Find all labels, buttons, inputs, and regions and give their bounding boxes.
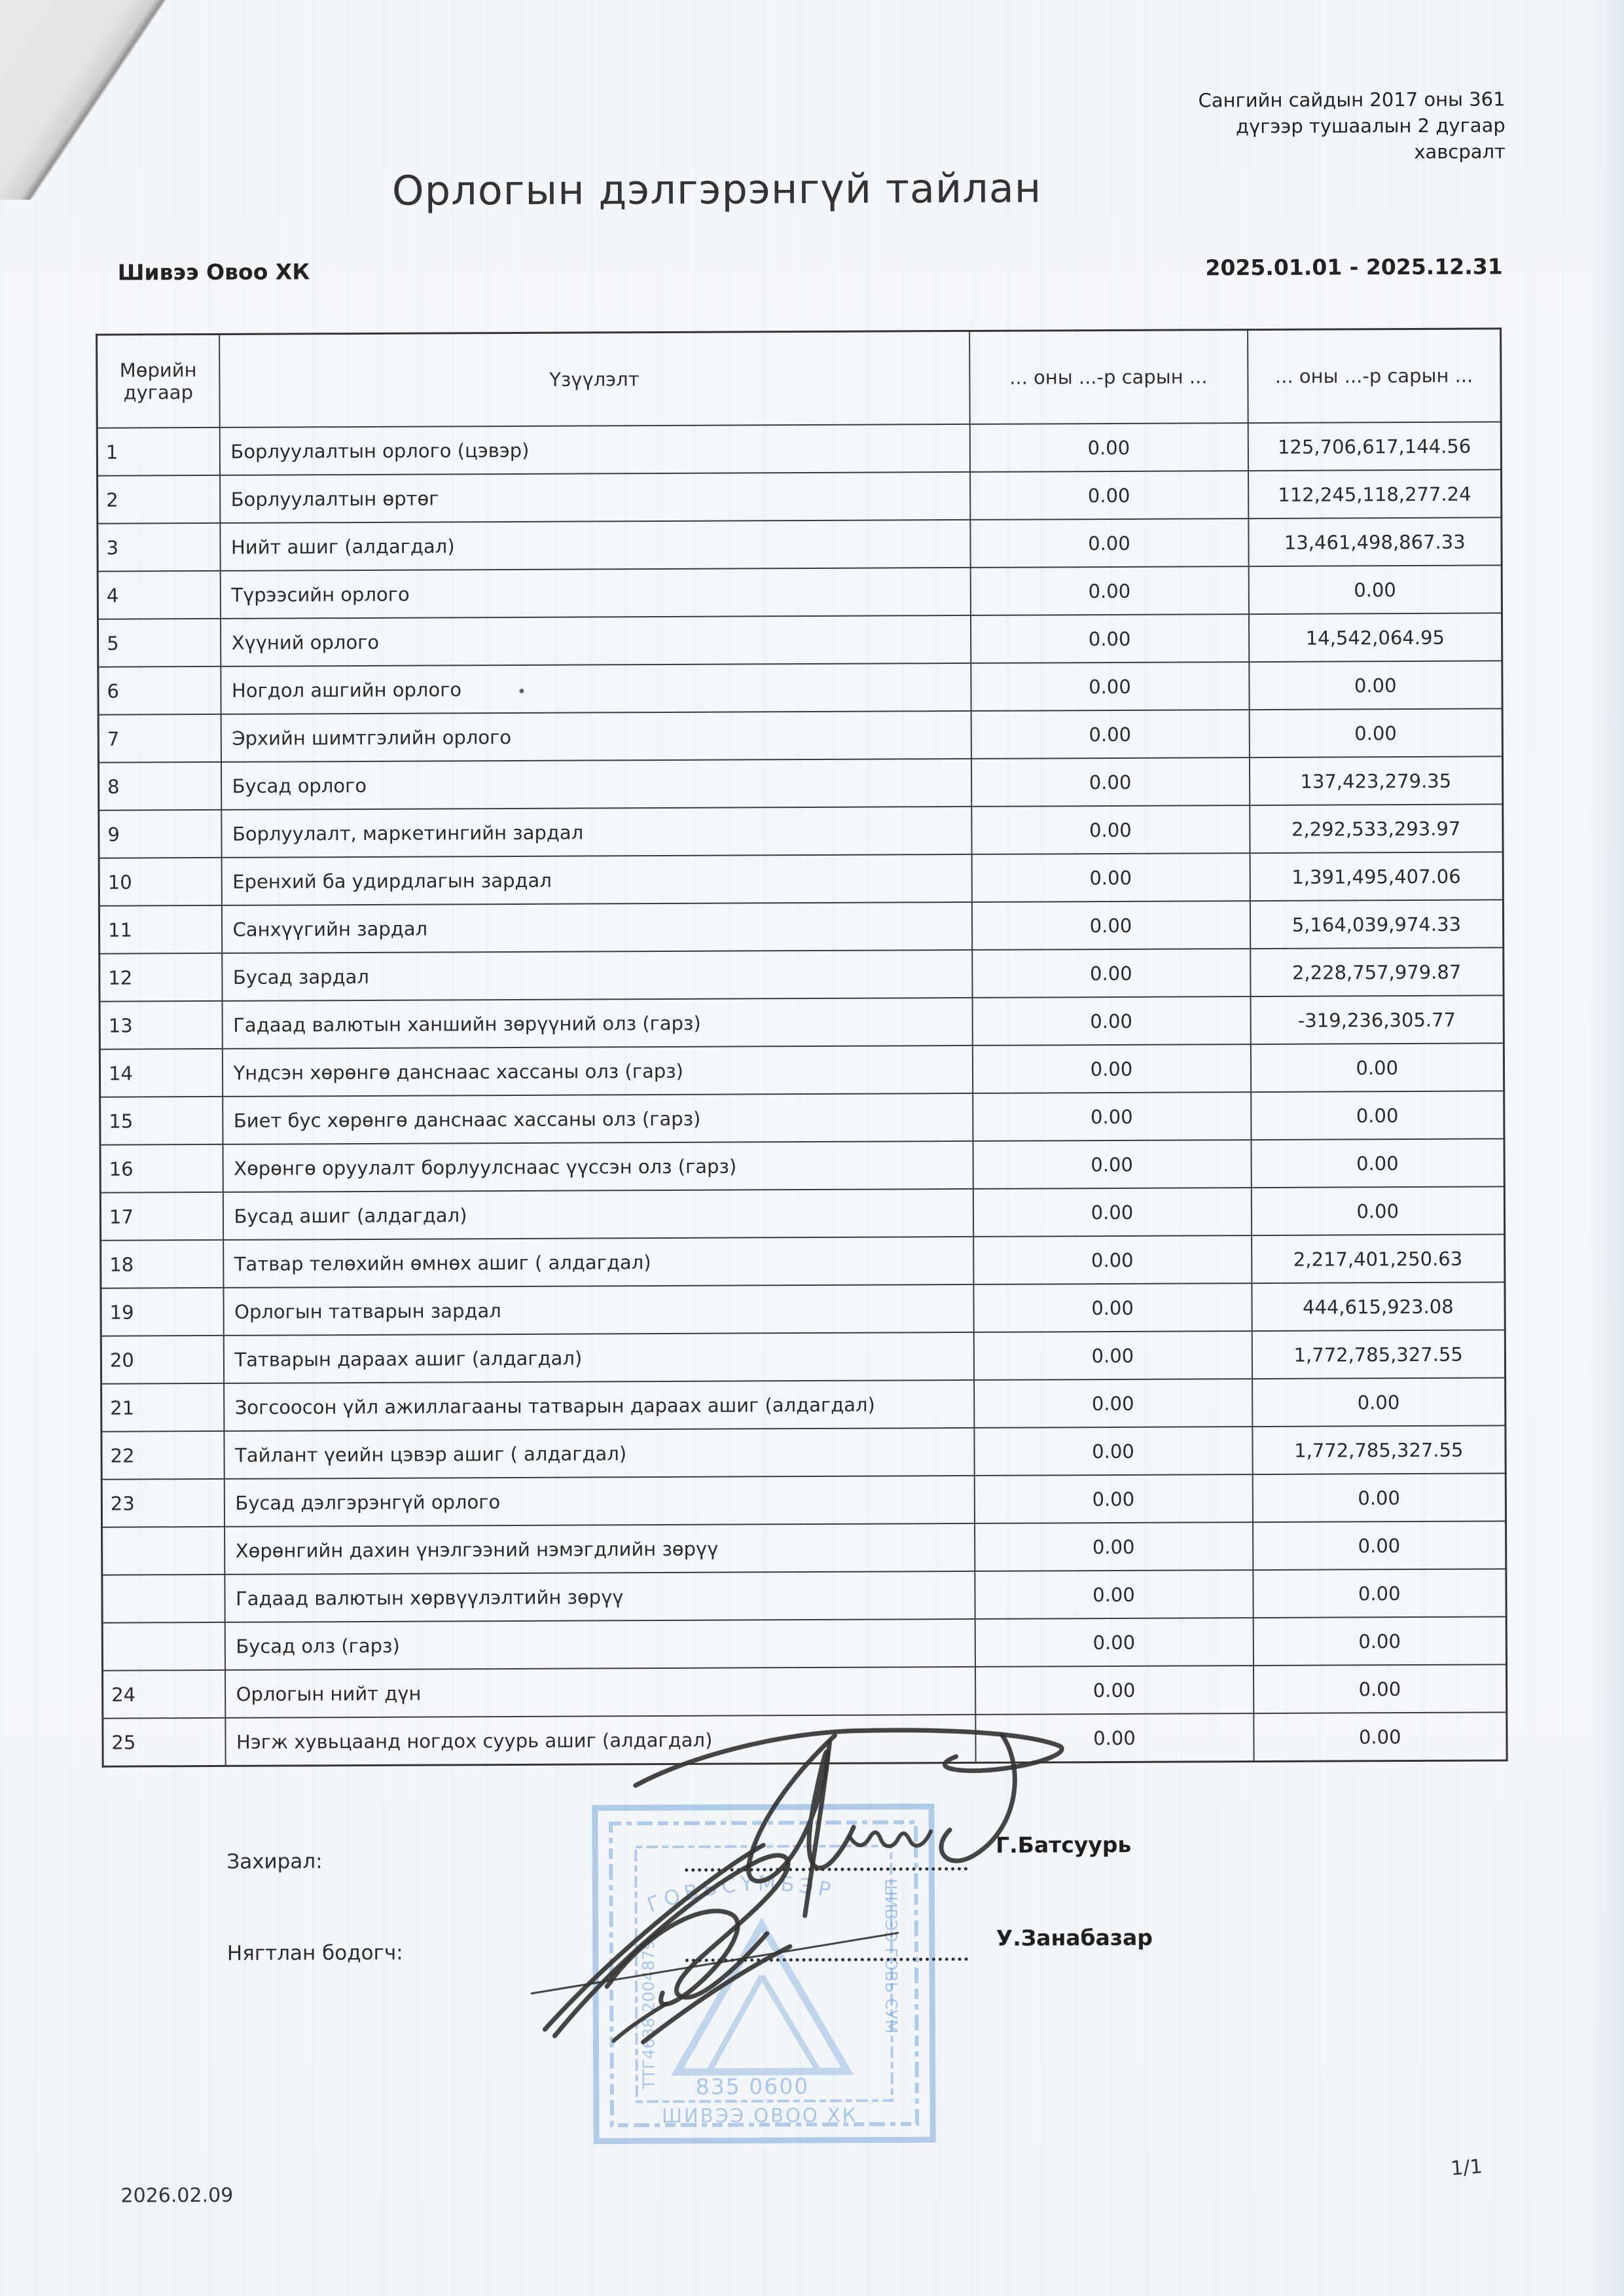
signature-stroke [941,1735,1015,1861]
row-number-cell: 19 [101,1288,223,1336]
row-number-cell: 9 [99,810,221,858]
signature-stroke [554,1855,789,2036]
row-number-cell [102,1622,225,1671]
annotation-line: дүгээр тушаалын 2 дугаар [1235,114,1506,138]
table-row [98,469,1502,523]
row-period1-value-cell: 0.00 [971,853,1250,902]
row-period1-value-cell: 0.00 [975,1713,1254,1762]
table-row [101,1234,1505,1288]
row-indicator-cell: Бусад олз (гарз) [225,1619,975,1670]
row-number-cell: 17 [100,1192,223,1241]
table-row [98,613,1502,666]
table-row [99,852,1503,905]
table-row [101,1473,1506,1527]
row-period2-value-cell: 1,772,785,327.55 [1252,1330,1505,1379]
table-body [97,422,1507,1766]
row-period1-value-cell: 0.00 [971,662,1249,711]
row-number-cell: 10 [99,858,221,906]
table-row [98,517,1502,571]
row-period2-value-cell: 0.00 [1250,1043,1504,1092]
row-period2-value-cell: 1,391,495,407.06 [1250,852,1503,901]
row-period2-value-cell: 14,542,064.95 [1248,613,1502,662]
stamp-left-text: ТТГ4638 2004879 [638,1939,659,2090]
row-indicator-cell: Нийт ашиг (алдагдал) [220,520,970,571]
row-period2-value-cell: 0.00 [1253,1521,1506,1570]
regulation-annotation [1047,86,1506,166]
annotation-line: Сангийн сайдын 2017 оны 361 [1198,88,1506,112]
page-title: Орлогын дэлгэрэнгүй тайлан [391,164,1042,215]
row-number-cell: 22 [101,1431,224,1480]
row-period2-value-cell: 13,461,498,867.33 [1248,517,1502,566]
row-number-cell: 12 [99,953,222,1002]
page-number: 1/1 [1450,2155,1483,2181]
table-row [100,1091,1504,1144]
row-period2-value-cell: 137,423,279.35 [1249,756,1502,805]
col-header-period-1: ... оны ...-р сарын ... [969,330,1248,424]
row-period1-value-cell: 0.00 [975,1666,1253,1715]
income-statement-table [96,327,1508,1767]
row-period1-value-cell: 0.00 [974,1474,1252,1523]
row-number-cell: 15 [100,1097,223,1145]
row-indicator-cell: Татвар телөхийн өмнөх ашиг ( алдагдал) [223,1237,973,1288]
row-indicator-cell: Гадаад валютын ханшийн зөрүүний олз (гарз) [222,998,972,1049]
scan-speck [519,689,524,693]
row-period1-value-cell: 0.00 [970,519,1248,568]
row-period2-value-cell: 2,217,401,250.63 [1252,1234,1505,1283]
row-period1-value-cell: 0.00 [975,1618,1253,1667]
row-period2-value-cell: 0.00 [1252,1377,1506,1427]
accountant-name: У.Занабазар [996,1924,1153,1951]
director-name: Г.Батсуурь [996,1831,1132,1858]
col-header-indicator: Үзүүлэлт [219,331,970,427]
row-indicator-cell: Түрээсийн орлого [220,568,970,619]
row-period2-value-cell: 0.00 [1254,1712,1507,1761]
table-row [99,1043,1504,1097]
row-indicator-cell: Борлуулалтын орлого (цэвэр) [219,424,969,475]
row-period1-value-cell: 0.00 [972,949,1250,998]
row-period1-value-cell: 0.00 [971,805,1250,854]
row-indicator-cell: Санхүүгийн зардал [221,902,971,953]
row-indicator-cell: Еренхий ба удирдлагын зардал [221,854,971,905]
table-row [98,708,1502,762]
table-row [99,900,1503,953]
row-number-cell: 2 [98,475,220,524]
signature-stroke [643,1946,791,2042]
row-period1-value-cell: 0.00 [970,566,1248,615]
table-row [101,1282,1505,1336]
table-row [101,1330,1505,1383]
row-number-cell: 20 [101,1336,223,1384]
table-row [99,804,1503,858]
row-indicator-cell: Биет бус хөрөнгө данснаас хассаны олз (гарз) [223,1093,973,1144]
row-number-cell: 3 [98,523,220,572]
row-period2-value-cell: 125,706,617,144.56 [1248,422,1501,471]
row-number-cell: 14 [99,1049,222,1097]
table-row [101,1377,1506,1431]
row-number-cell: 23 [101,1479,224,1527]
signature-stroke [613,2004,666,2041]
stamp-top-text: ГОВЬСҮМБЭР [644,1872,837,1918]
row-period2-value-cell: 0.00 [1251,1186,1504,1235]
row-period1-value-cell: 0.00 [973,1140,1251,1189]
row-number-cell: 5 [98,619,220,667]
row-period2-value-cell: 2,228,757,979.87 [1250,947,1504,996]
row-period2-value-cell: -319,236,305.77 [1250,995,1504,1044]
stamp-right-text: ШИВЭЭ ГОВЬ СУМ [881,1878,901,2034]
row-number-cell: 18 [101,1240,223,1288]
row-number-cell: 21 [101,1383,224,1432]
row-number-cell: 1 [97,428,219,476]
row-period2-value-cell: 0.00 [1251,1139,1504,1188]
stamp-bottom-text: ШИВЭЭ ОВОО ХК [661,2104,858,2128]
row-period1-value-cell: 0.00 [974,1427,1252,1476]
table-row [102,1569,1506,1622]
row-period1-value-cell: 0.00 [972,1044,1250,1093]
row-period2-value-cell: 0.00 [1253,1664,1506,1713]
row-indicator-cell: Бусад дэлгэрэнгүй орлого [224,1476,974,1527]
table-header-row [97,329,1502,428]
row-number-cell: 4 [98,571,220,619]
row-indicator-cell: Орлогын нийт дүн [225,1667,975,1718]
row-number-cell: 11 [99,905,221,954]
row-number-cell: 24 [103,1670,225,1719]
row-period2-value-cell: 0.00 [1251,1091,1504,1140]
row-number-cell: 6 [98,666,221,715]
row-period2-value-cell: 112,245,118,277.24 [1248,469,1502,519]
accountant-label: Нягтлан бодогч: [226,1941,403,1965]
row-period2-value-cell: 0.00 [1249,708,1502,757]
table-row [100,1186,1504,1240]
col-header-row-number: Мөрийн дугаар [97,334,220,428]
table-row [99,995,1504,1049]
row-period1-value-cell: 0.00 [972,996,1250,1046]
row-number-cell: 8 [98,762,221,811]
row-number-cell: 13 [99,1001,222,1049]
stamp-center-number: 835 0600 [695,2073,810,2100]
row-period2-value-cell: 1,772,785,327.55 [1252,1425,1506,1474]
row-number-cell: 16 [100,1144,223,1193]
row-period1-value-cell: 0.00 [971,710,1249,759]
row-number-cell: 25 [103,1718,225,1766]
row-indicator-cell: Хөрөнгө оруулалт борлуулснаас үүссэн олз (гарз) [223,1141,973,1192]
row-indicator-cell: Бусад ашиг (алдагдал) [223,1189,973,1240]
row-period2-value-cell: 5,164,039,974.33 [1250,900,1503,949]
row-period1-value-cell: 0.00 [973,1283,1252,1332]
row-period1-value-cell: 0.00 [971,757,1249,807]
row-period1-value-cell: 0.00 [971,901,1250,950]
row-period1-value-cell: 0.00 [975,1522,1253,1571]
row-indicator-cell: Борлуулалтын өртөг [220,472,970,523]
row-period2-value-cell: 0.00 [1252,1473,1506,1522]
row-period1-value-cell: 0.00 [970,471,1248,520]
footer-date: 2026.02.09 [120,2183,234,2208]
row-period1-value-cell: 0.00 [974,1379,1252,1428]
table-row [99,947,1504,1001]
table-row [98,565,1502,619]
table-row [101,1425,1506,1479]
row-indicator-cell: Татварын дараах ашиг (алдагдал) [223,1332,973,1383]
signature-stroke [635,1730,1062,1786]
row-indicator-cell: Борлуулалт, маркетингийн зардал [221,807,971,858]
report-period: 2025.01.01 - 2025.12.31 [1205,253,1503,281]
row-period2-value-cell: 0.00 [1248,565,1502,614]
row-indicator-cell: Хөрөнгийн дахин үнэлгээний нэмэгдлийн зөрүү [225,1523,975,1575]
row-indicator-cell: Зогсоосон үйл ажиллагааны татварын дараах ашиг (алдагдал) [224,1380,974,1431]
row-indicator-cell: Ногдол ашгийн орлого [221,663,971,714]
row-number-cell [102,1527,225,1575]
row-indicator-cell: Орлогын татварын зардал [223,1285,973,1336]
table-row [98,661,1502,714]
row-period2-value-cell: 0.00 [1249,661,1502,710]
row-period2-value-cell: 0.00 [1253,1569,1506,1618]
row-indicator-cell: Гадаад валютын хөрвүүлэлтийн зөрүү [225,1571,975,1622]
row-number-cell [102,1575,225,1623]
row-indicator-cell: Тайлант үеийн цэвэр ашиг ( алдагдал) [224,1428,974,1479]
row-period1-value-cell: 0.00 [973,1235,1252,1285]
row-period1-value-cell: 0.00 [970,614,1248,663]
row-period1-value-cell: 0.00 [973,1092,1251,1141]
director-label: Захирал: [226,1850,323,1874]
row-period2-value-cell: 0.00 [1253,1616,1506,1666]
row-period1-value-cell: 0.00 [975,1570,1253,1619]
table-row [98,756,1502,810]
row-indicator-cell: Эрхийн шимтгэлийн орлого [221,711,971,762]
row-period1-value-cell: 0.00 [969,423,1248,472]
row-number-cell: 7 [98,714,221,763]
row-period1-value-cell: 0.00 [973,1331,1252,1380]
row-period2-value-cell: 2,292,533,293.97 [1250,804,1503,853]
col-header-period-2: ... оны ...-р сарын ... [1248,329,1502,423]
table-row [100,1139,1504,1192]
annotation-line: хавсралт [1414,140,1506,164]
company-name: Шивээ Овоо ХК [117,259,310,285]
row-indicator-cell: Үндсэн хөрөнгө данснаас хассаны олз (гарз) [222,1046,972,1097]
row-period2-value-cell: 444,615,923.08 [1252,1282,1505,1331]
accountant-signature [514,1831,934,2049]
row-indicator-cell: Бусад зардал [222,950,972,1001]
row-indicator-cell: Хүүний орлого [220,615,970,666]
row-indicator-cell: Бусад орлого [221,759,971,810]
row-indicator-cell: Нэгж хувьцаанд ногдох суурь ашиг (алдагдал) [225,1715,975,1766]
table-row [97,422,1501,475]
table-row [102,1521,1506,1575]
row-period1-value-cell: 0.00 [973,1188,1251,1237]
table-row [102,1616,1506,1670]
